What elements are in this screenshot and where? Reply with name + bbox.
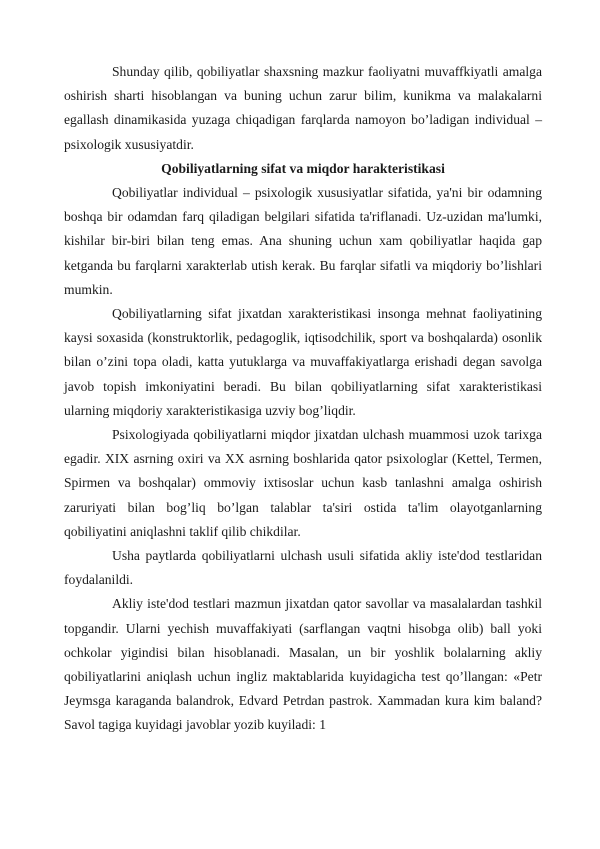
paragraph-6: Akliy iste'dod testlari mazmun jixatdan qator savollar va masalalardan tashkil topgandir. Ularni yechish muvaffakiyati (sarflangan vaqtni hisobga olib) ball yoki ochkolar yigindisi bilan hisoblanadi. Masalan, un bir yoshlik bolalarning akliy qobiliyatlarini aniqlash uchun ingliz maktablarida kuyidagicha test qo’llangan: «Petr Jeymsga karaganda balandrok, Edvard Petrdan pastrok. Xammadan kura kim baland? Savol tagiga kuyidagi javoblar yozib kuyiladi: 1 — [64, 596, 542, 733]
paragraph-1: Shunday qilib, qobiliyatlar shaxsning mazkur faoliyatni muvaffkiyatli amalga oshirish sharti hisoblangan va buning uchun zarur bilim, kunikma va malakalarni egallash dinamikasida yuzaga chiqadigan farqlarda namoyon bo’ladigan individual – psixologik xususiyatdir. — [64, 64, 542, 152]
paragraph-2: Qobiliyatlar individual – psixologik xususiyatlar sifatida, ya'ni bir odamning boshqa bir odamdan farq qiladigan belgilari sifatida ta'riflanadi. Uz-uzidan ma'lumki, kishilar bir-biri bilan teng emas. Ana shuning uchun xam qobiliyatlar haqida gap ketganda bu farqlarni xarakterlab utish kerak. Bu farqlar sifatli va miqdoriy bo’lishlari mumkin. — [64, 185, 542, 297]
paragraph-3: Qobiliyatlarning sifat jixatdan xarakteristikasi insonga mehnat faoliyatining kaysi soxasida (konstruktorlik, pedagoglik, iqtisodchilik, sport va boshqalarda) osonlik bilan o’zini topa oladi, katta yutuklarga va muvaffakiyatlarga erishadi degan savolga javob topish imkoniyatini beradi. Bu bilan qobiliyatlarning sifat xarakteristikasi ularning miqdoriy xarakteristikasiga uzviy bog’liqdir. — [64, 306, 542, 418]
section-heading: Qobiliyatlarning sifat va miqdor harakteristikasi — [161, 160, 445, 176]
document-page — [64, 60, 542, 738]
paragraph-4: Psixologiyada qobiliyatlarni miqdor jixatdan ulchash muammosi uzok tarixga egadir. XIX asrning oxiri va XX asrning boshlarida qator psixologlar (Kettel, Termen, Spirmen va boshqalar) ommoviy ixtisoslar uchun kasb tanlashni amalga oshirish zaruriyati bilan bog’liq bo’lgan talablar ta'siri ostida ta'lim olayotganlarning qobiliyatini aniqlashni taklif qilib chikdilar. — [64, 427, 542, 539]
paragraph-5: Usha paytlarda qobiliyatlarni ulchash usuli sifatida akliy iste'dod testlaridan foydalanildi. — [64, 548, 542, 588]
